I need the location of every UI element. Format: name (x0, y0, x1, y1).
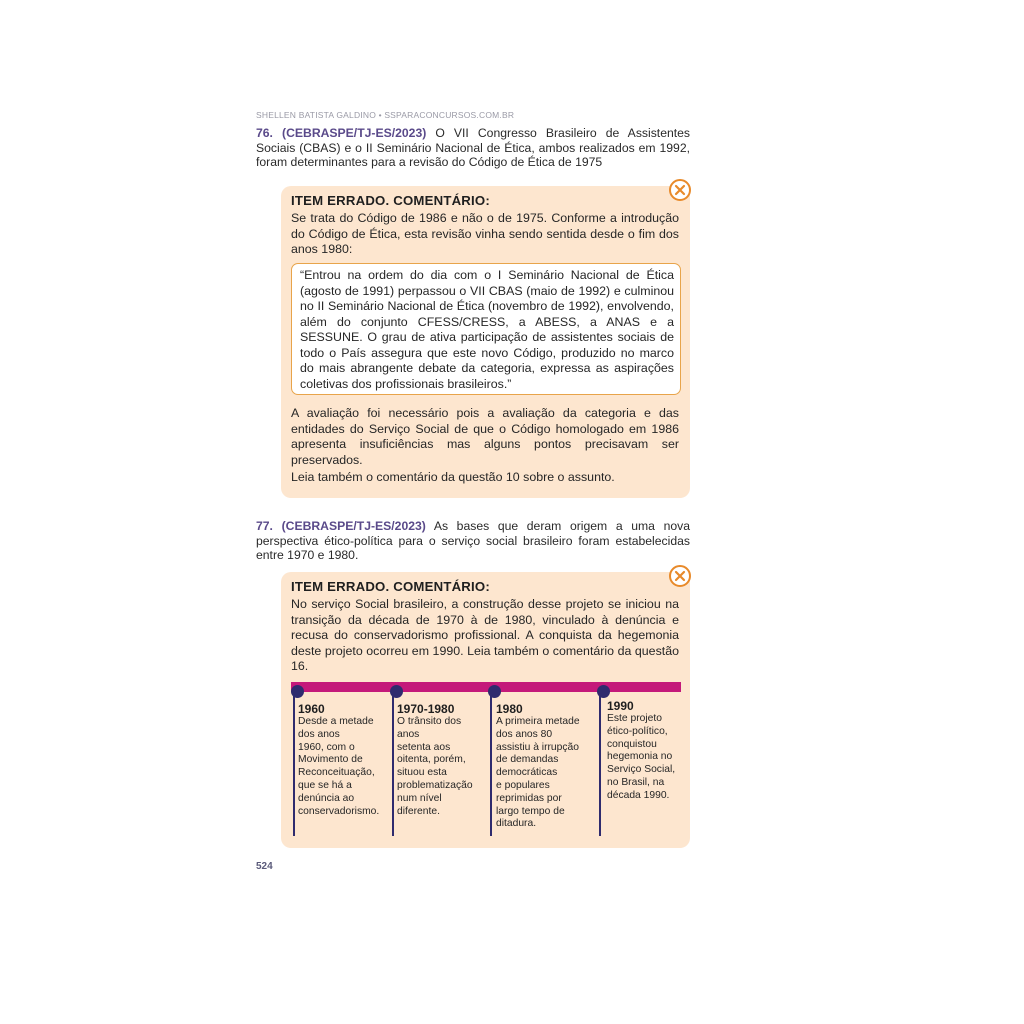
question-text: As bases que deram origem a uma nova perspectiva ético-política para o serviço social brasileiro foram estabelecidas entre 1970 e 1980. (256, 519, 690, 563)
running-head: SHELLEN BATISTA GALDINO • SSPARACONCURSOS.COM.BR (256, 110, 515, 120)
timeline-line (392, 692, 394, 836)
timeline-desc: O trânsito dos anos setenta aos oitenta, porém, situou esta problematização num nível diferente. (397, 716, 473, 817)
citation-quote (291, 263, 681, 395)
timeline-line (293, 692, 295, 836)
question-text: O VII Congresso Brasileiro de Assistentes Sociais (CBAS) e o II Seminário Nacional de Ética, ambos realizados em 1992, foram determinantes para a revisão do Código de Ética de 1975 (256, 126, 691, 170)
comment-title: ITEM ERRADO. COMENTÁRIO: (291, 193, 490, 208)
close-icon (669, 179, 691, 201)
question-77 (256, 519, 690, 563)
comment-paragraph: A avaliação foi necessário pois a avaliação da categoria e das entidades do Serviço Social de que o Código homologado em 1986 apresenta insuficiências mas alguns pontos precisavam ser preservados. (291, 406, 679, 467)
page-number: 524 (256, 861, 273, 872)
timeline-line (490, 692, 492, 836)
comment-intro: No serviço Social brasileiro, a construção desse projeto se iniciou na transição da década de 1970 à de 1980, vinculado à denúncia e recusa do conservadorismo profissional. A conquista da hegemonia deste projeto ocorreu em 1990. Leia também o comentário da questão 16. (291, 597, 679, 674)
question-number: 77. (256, 519, 273, 533)
question-source: (CEBRASPE/TJ-ES/2023) (282, 126, 427, 140)
timeline-year: 1970-1980 (397, 702, 455, 716)
timeline-year: 1990 (607, 699, 634, 713)
timeline-desc: Este projeto ético-político, conquistou hegemonia no Serviço Social, no Brasil, na década 1990. (607, 713, 676, 801)
question-76 (256, 126, 690, 170)
comment-title: ITEM ERRADO. COMENTÁRIO: (291, 579, 490, 594)
comment-paragraph: Leia também o comentário da questão 10 sobre o assunto. (291, 470, 615, 484)
timeline-desc: Desde a metade dos anos 1960, com o Movimento de Reconceituação, que se há a denúncia ao conservadorismo. (298, 716, 380, 817)
timeline-desc: A primeira metade dos anos 80 assistiu à irrupção de demandas democráticas e populares reprimidas por largo tempo de ditadura. (496, 716, 580, 830)
comment-intro: Se trata do Código de 1986 e não o de 1975. Conforme a introdução do Código de Ética, esta revisão vinha sendo sentida desde o fim dos anos 1980: (291, 211, 679, 257)
timeline-bar (291, 682, 681, 692)
close-icon (669, 565, 691, 587)
timeline-year: 1980 (496, 702, 523, 716)
timeline-year: 1960 (298, 702, 325, 716)
question-number: 76. (256, 126, 273, 140)
quote-text: “Entrou na ordem do dia com o I Seminário Nacional de Ética (agosto de 1991) perpassou o VII CBAS (maio de 1992) e culminou no II Seminário Nacional de Ética (novembro de 1992), envolvendo, além do conjunto CFESS/CRESS, a ABESS, a ANAS e a SESSUNE. O grau de ativa participação de assistentes sociais de todo o País assegura que este novo Código, produzido no marco do mais abrangente debate da categoria, expressa as aspirações coletivas dos profissionais brasileiros.” (300, 268, 674, 391)
question-source: (CEBRASPE/TJ-ES/2023) (281, 519, 426, 533)
timeline-line (599, 692, 601, 836)
